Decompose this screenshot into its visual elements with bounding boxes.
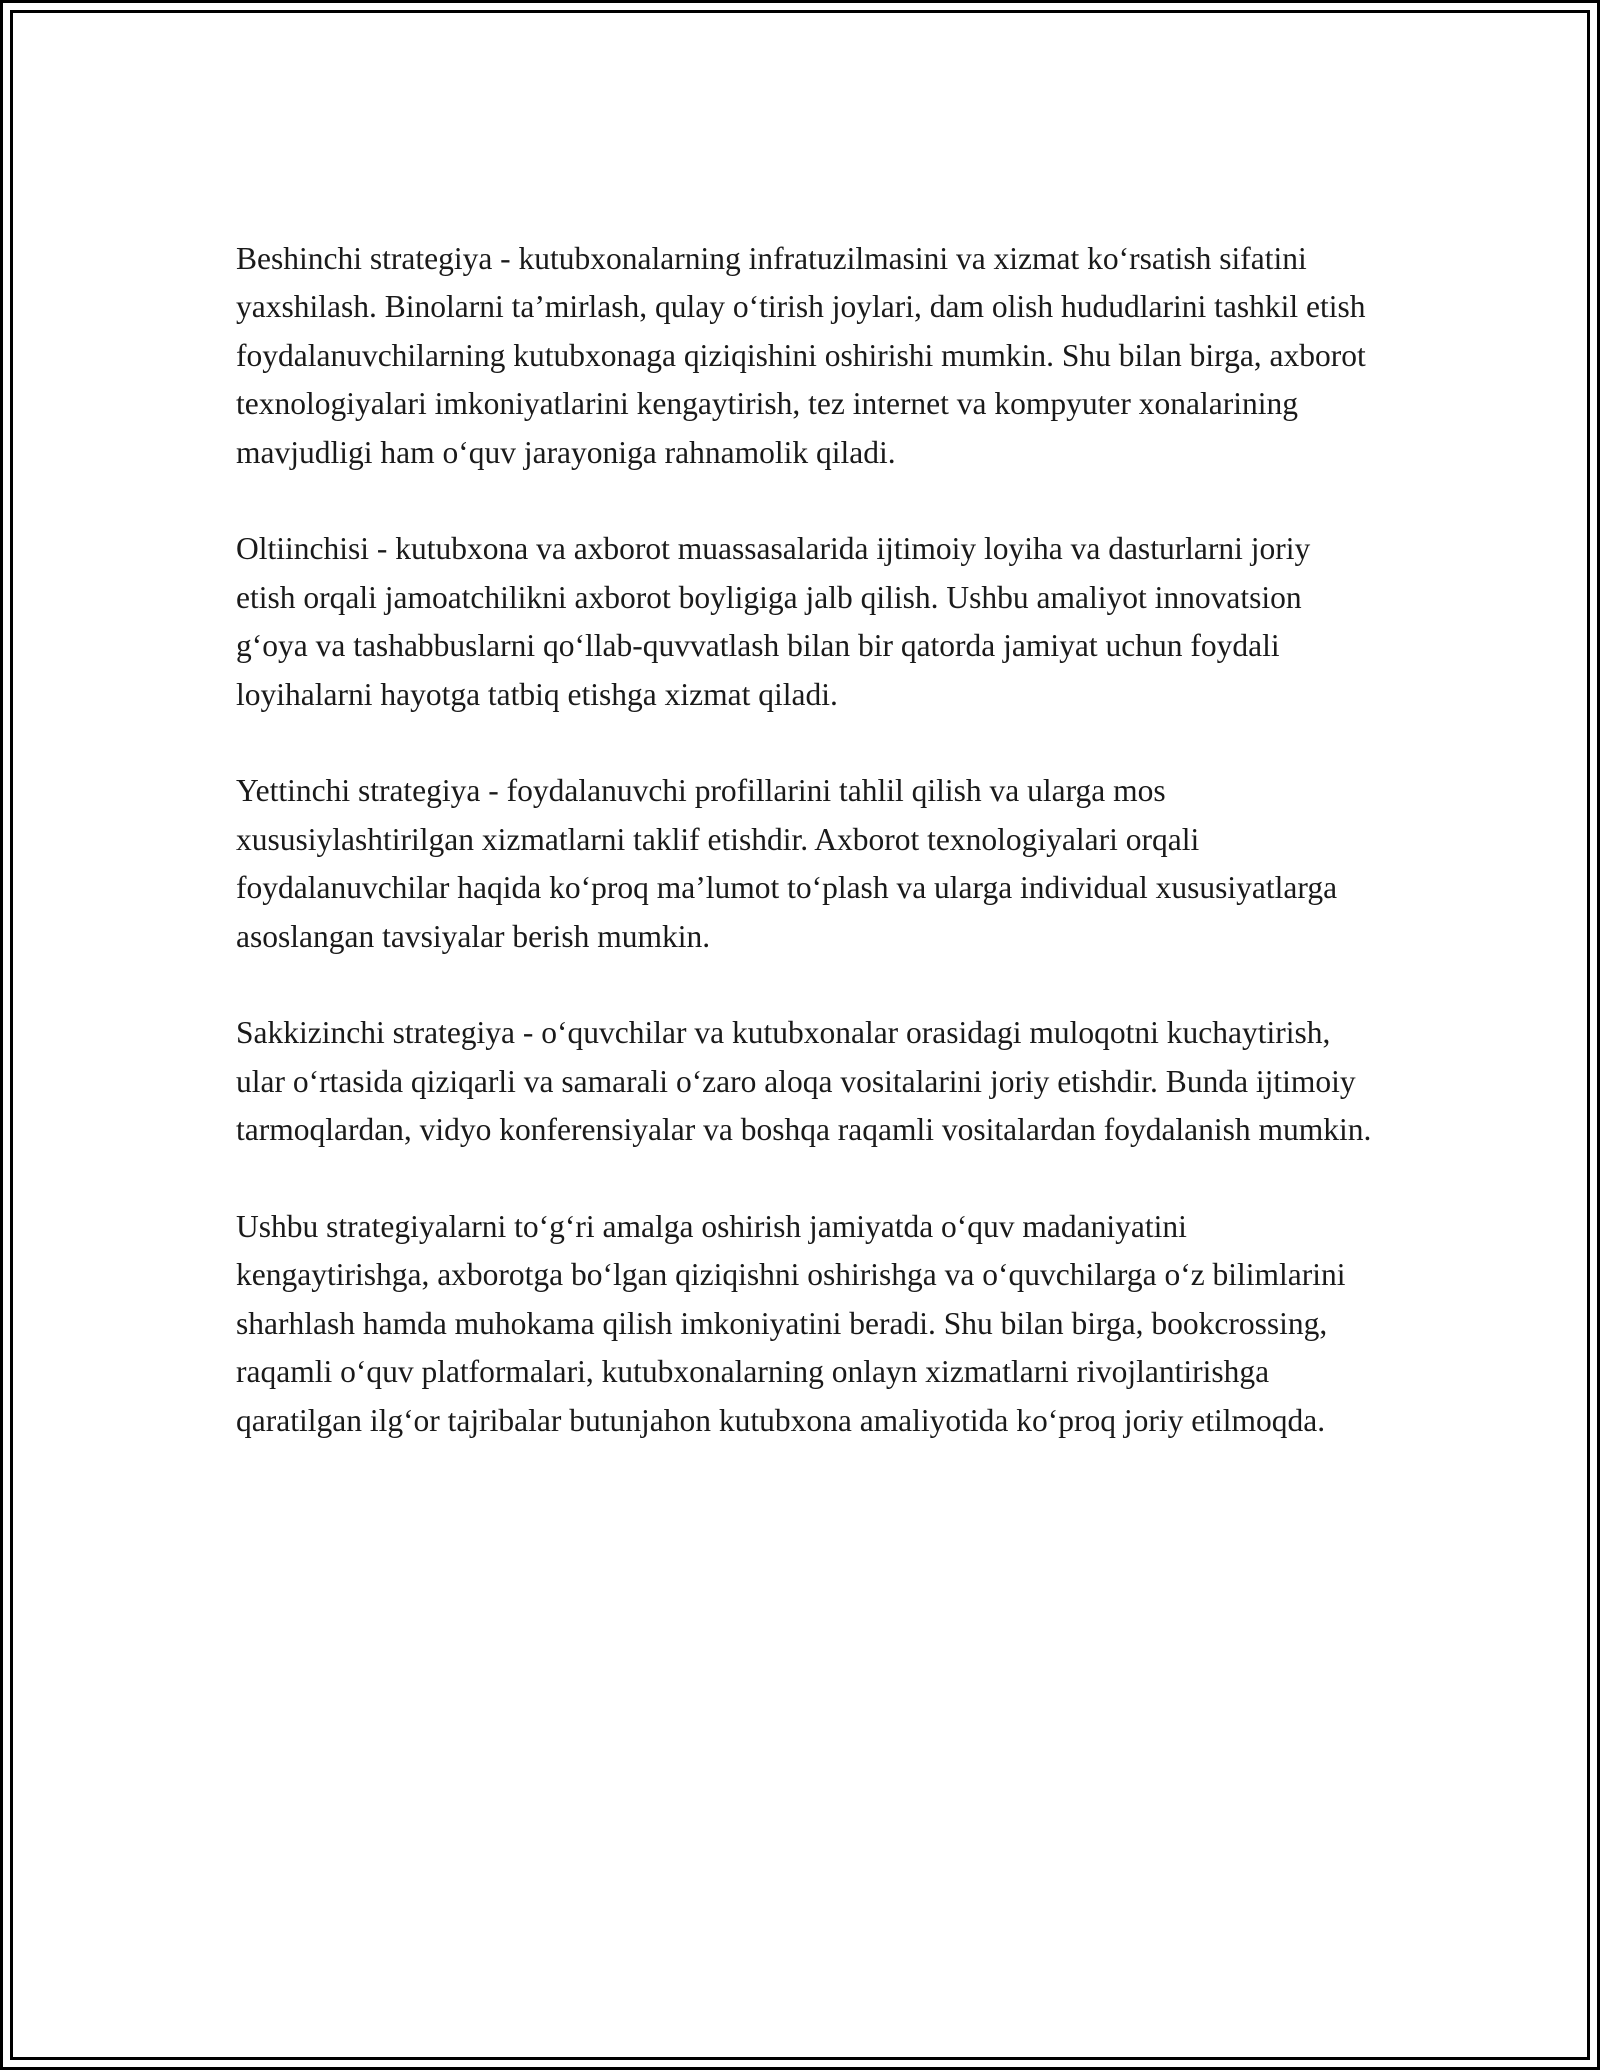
paragraph-strategy-7: Yettinchi strategiya - foydalanuvchi profillarini tahlil qilish va ularga mos xususiylashtirilgan xizmatlarni taklif etishdir. Axborot texnologiyalari orqali foydalanuvchilar haqida ko‘proq ma’lumot to‘plash va ularga individual xususiyatlarga asoslangan tavsiyalar berish mumkin.: [236, 773, 1338, 954]
paragraph-conclusion: Ushbu strategiyalarni to‘g‘ri amalga oshirish jamiyatda o‘quv madaniyatini kengaytirishga, axborotga bo‘lgan qiziqishni oshirishga va o‘quvchilarga o‘z bilimlarini sharhlash hamda muhokama qilish imkoniyatini beradi. Shu bilan birga, bookcrossing, raqamli o‘quv platformalari, kutubxonalarning onlayn xizmatlarni rivojlantirishga qaratilgan ilg‘or tajribalar butunjahon kutubxona amaliyotida ko‘proq joriy etilmoqda.: [236, 1209, 1346, 1438]
paragraph-strategy-6: Oltiinchisi - kutubxona va axborot muassasalarida ijtimoiy loyiha va dasturlarni joriy etish orqali jamoatchilikni axborot boyligiga jalb qilish. Ushbu amaliyot innovatsion g‘oya va tashabbuslarni qo‘llab-quvvatlash bilan bir qatorda jamiyat uchun foydali loyihalarni hayotga tatbiq etishga xizmat qiladi.: [236, 531, 1311, 712]
paragraph-strategy-5: Beshinchi strategiya - kutubxonalarning infratuzilmasini va xizmat ko‘rsatish sifatini yaxshilash. Binolarni ta’mirlash, qulay o‘tirish joylari, dam olish hududlarini tashkil etish foydalanuvchilarning kutubxonaga qiziqishini oshirishi mumkin. Shu bilan birga, axborot texnologiyalari imkoniyatlarini kengaytirish, tez internet va kompyuter xonalarining mavjudligi ham o‘quv jarayoniga rahnamolik qiladi.: [236, 241, 1366, 470]
paragraph-strategy-8: Sakkizinchi strategiya - o‘quvchilar va kutubxonalar orasidagi muloqotni kuchaytirish, ular o‘rtasida qiziqarli va samarali o‘zaro aloqa vositalarini joriy etishdir. Bunda ijtimoiy tarmoqlardan, vidyo konferensiyalar va boshqa raqamli vositalardan foydalanish mumkin.: [236, 1015, 1372, 1148]
document-body: [236, 235, 1376, 1445]
